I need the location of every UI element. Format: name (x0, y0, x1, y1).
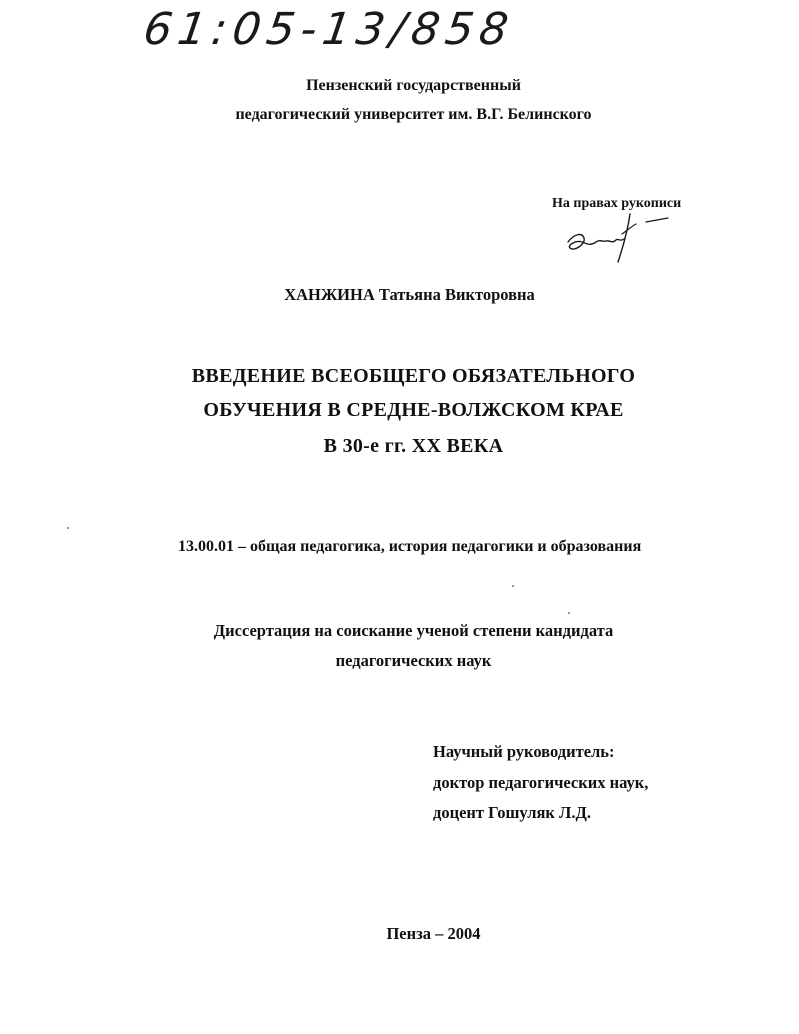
supervisor-label: Научный руководитель: (433, 742, 615, 761)
scan-speck (568, 612, 570, 614)
thesis-title-line3: В 30-е гг. XX ВЕКА (323, 435, 504, 457)
supervisor-name: доцент Гошуляк Л.Д. (433, 803, 591, 822)
city-year: Пенза – 2004 (386, 924, 481, 943)
thesis-title-line1: ВВЕДЕНИЕ ВСЕОБЩЕГО ОБЯЗАТЕЛЬНОГО (191, 365, 636, 387)
institution-name-line2: педагогический университет им. В.Г. Белинского (235, 106, 592, 123)
scan-speck (512, 585, 514, 587)
call-number: 61:05-13/858 (140, 4, 518, 55)
specialty-code: 13.00.01 – общая педагогика, история педагогики и образования (178, 538, 642, 555)
institution-name-line1: Пензенский государственный (306, 77, 521, 94)
author-name: ХАНЖИНА Татьяна Викторовна (284, 285, 535, 304)
degree-line2: педагогических наук (335, 651, 492, 670)
supervisor-degree: доктор педагогических наук, (433, 773, 649, 792)
rights-note: На правах рукописи (552, 196, 682, 211)
degree-line1: Диссертация на соискание ученой степени кандидата (213, 621, 614, 640)
signature-icon (560, 212, 680, 264)
scan-speck (67, 527, 69, 529)
thesis-title-line2: ОБУЧЕНИЯ В СРЕДНЕ-ВОЛЖСКОМ КРАЕ (203, 399, 624, 421)
